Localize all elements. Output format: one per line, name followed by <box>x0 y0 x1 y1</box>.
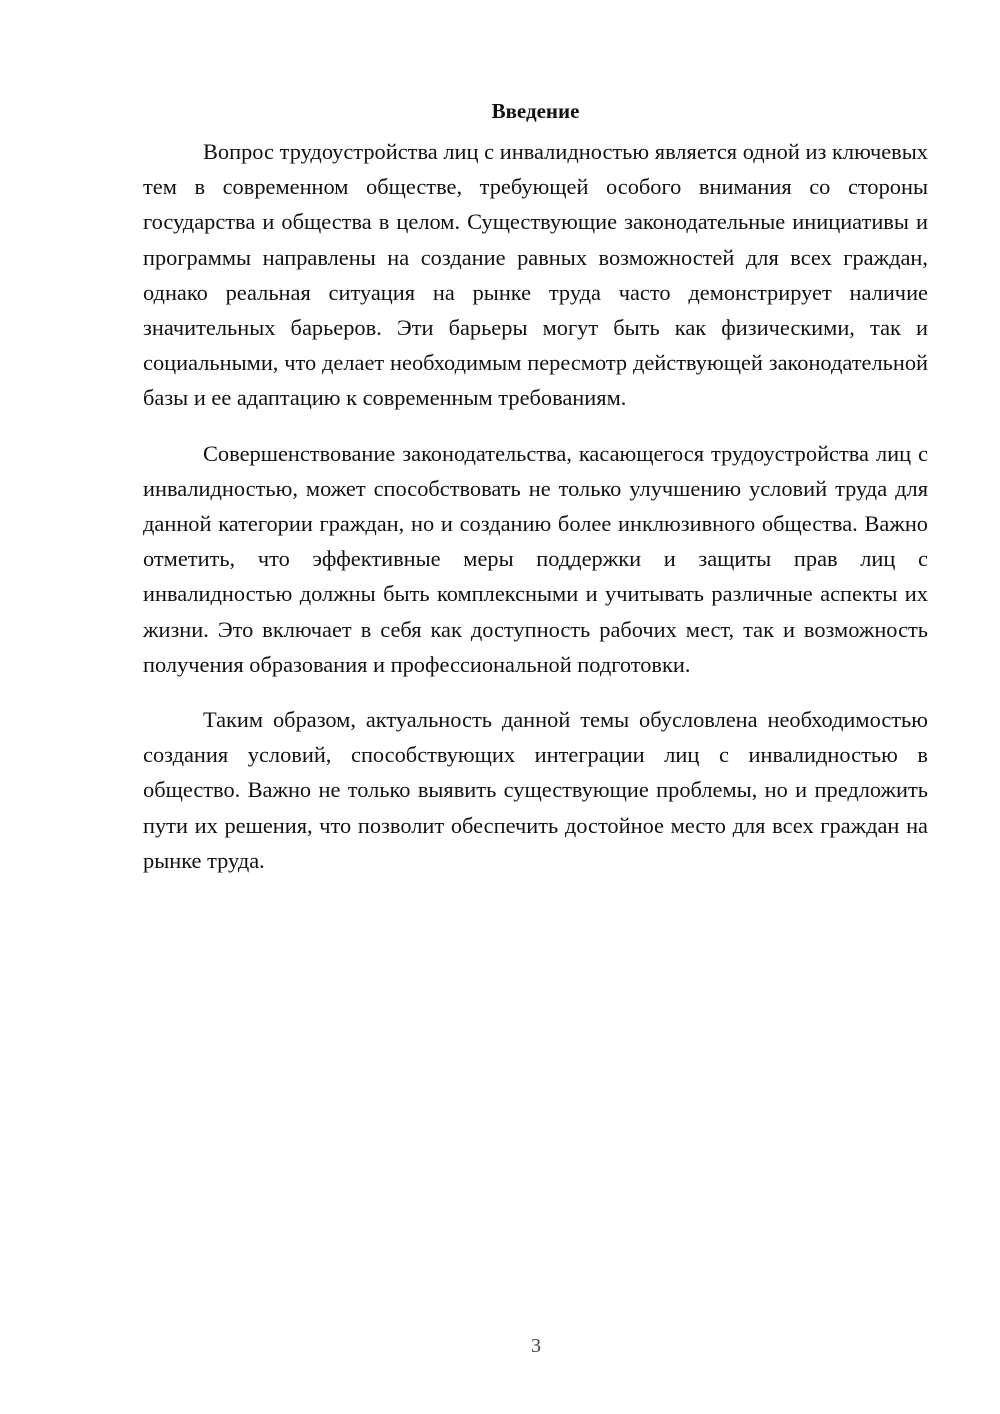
section-heading: Введение <box>491 99 580 123</box>
page-number: 3 <box>531 1335 541 1357</box>
paragraph-2: Совершенствование законодательства, касающегося трудоустройства лиц с инвалидностью, может способствовать не только улучшению условий труда для данной категории граждан, но и созданию более инклюзивного общества. Важно отметить, что эффективные меры поддержки и защиты прав лиц с инвалидностью должны быть комплексными и учитывать различные аспекты их жизни. Это включает в себя как доступность рабочих мест, так и возможность получения образования и профессиональной подготовки. <box>143 440 928 677</box>
paragraph-1: Вопрос трудоустройства лиц с инвалидностью является одной из ключевых тем в современном обществе, требующей особого внимания со стороны государства и общества в целом. Существующие законодательные инициативы и программы направлены на создание равных возможностей для всех граждан, однако реальная ситуация на рынке труда часто демонстрирует наличие значительных барьеров. Эти барьеры могут быть как физическими, так и социальными, что делает необходимым пересмотр действующей законодательной базы и ее адаптацию к современным требованиям. <box>143 139 928 411</box>
paragraph-3: Таким образом, актуальность данной темы обусловлена необходимостью создания условий, способствующих интеграции лиц с инвалидностью в общество. Важно не только выявить существующие проблемы, но и предложить пути их решения, что позволит обеспечить достойное место для всех граждан на рынке труда. <box>143 707 928 873</box>
page-content <box>143 96 928 898</box>
